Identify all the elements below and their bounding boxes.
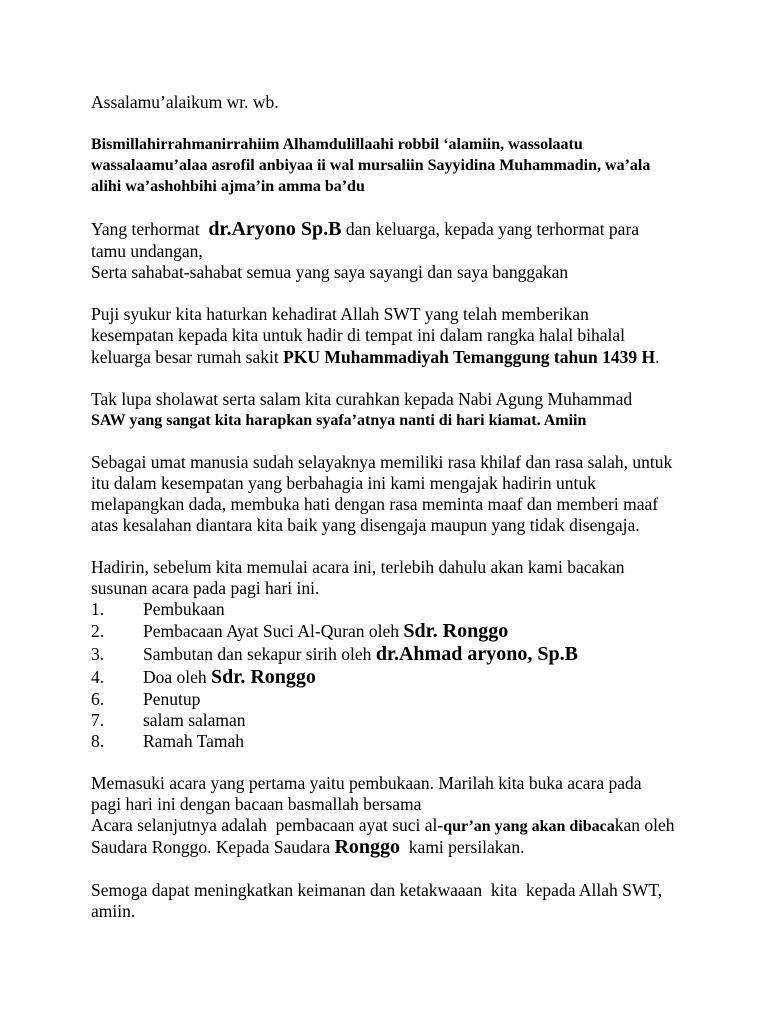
closing-line-2: amiin. xyxy=(91,901,136,921)
opening-act-line-1: Memasuki acara yang pertama yaitu pembukaan. Marilah kita buka acara pada xyxy=(91,773,642,793)
agenda-item xyxy=(91,710,768,731)
gratitude-paragraph xyxy=(91,304,768,368)
agenda-item-text xyxy=(143,643,578,666)
agenda-item-text xyxy=(143,666,316,689)
apology-line-4: atas kesalahan diantara kita baik yang disengaja maupun yang tidak disengaja. xyxy=(91,515,640,535)
agenda-item-number: 2. xyxy=(91,621,105,641)
closing-paragraph xyxy=(91,880,768,922)
agenda-item-person: dr.Ahmad aryono, Sp.B xyxy=(375,643,578,665)
greeting-text: Assalamu’alaikum wr. wb. xyxy=(91,92,279,112)
agenda-item xyxy=(91,599,768,620)
invitee-name: Ronggo xyxy=(334,836,401,858)
salutation-prefix: Yang terhormat xyxy=(91,219,209,239)
opening-act-line-2: pagi hari ini dengan bacaan basmallah bersama xyxy=(91,794,422,814)
agenda-item-text: Ramah Tamah xyxy=(143,731,244,751)
agenda-item-text: Pembukaan xyxy=(143,599,225,619)
opening-act-suffix: kan oleh xyxy=(614,815,675,835)
opening-prayer-paragraph xyxy=(91,134,768,197)
gratitude-line-3 xyxy=(91,346,768,368)
agenda-item-number: 1. xyxy=(91,599,105,619)
host-name: dr.Aryono Sp.B xyxy=(208,218,342,240)
agenda-item-number: 3. xyxy=(91,644,105,664)
agenda-item xyxy=(91,731,768,752)
salutation-line-2: tamu undangan, xyxy=(91,241,203,261)
opening-prayer-line-3: alihi wa’ashohbihi ajma’in amma ba’du xyxy=(91,178,365,195)
invitation-suffix: kami persilakan. xyxy=(400,837,525,857)
gratitude-prefix: keluarga besar rumah sakit xyxy=(91,347,284,367)
opening-act-paragraph xyxy=(91,773,768,859)
agenda-item-number: 8. xyxy=(91,731,105,751)
agenda-item-activity: Sambutan dan sekapur sirih oleh xyxy=(143,644,376,664)
agenda-paragraph xyxy=(91,557,768,752)
salutation-line-1 xyxy=(91,218,768,241)
opening-prayer-line-2: wassalaamu’alaa asrofil anbiyaa ii wal mursaliin Sayyidina Muhammadin, wa’ala xyxy=(91,157,651,174)
agenda-item xyxy=(91,620,768,643)
apology-paragraph xyxy=(91,452,768,536)
agenda-item-activity: Pembacaan Ayat Suci Al-Quran oleh xyxy=(143,621,404,641)
agenda-item-number: 7. xyxy=(91,710,105,730)
agenda-item-person: Sdr. Ronggo xyxy=(403,620,509,642)
agenda-item xyxy=(91,643,768,666)
apology-line-2: itu dalam kesempatan yang berbahagia ini kami mengajak hadirin untuk xyxy=(91,473,596,493)
sholawat-line-1: Tak lupa sholawat serta salam kita curahkan kepada Nabi Agung Muhammad xyxy=(91,389,633,409)
opening-act-emphasis: qur’an yang akan dibaca xyxy=(443,818,615,835)
institution-name: PKU Muhammadiyah Temanggung tahun 1439 H xyxy=(283,347,656,367)
salutation-suffix: dan keluarga, kepada yang terhormat para xyxy=(341,219,640,239)
salutation-line-3: Serta sahabat-sahabat semua yang saya sayangi dan saya banggakan xyxy=(91,262,569,282)
agenda-item-text: Penutup xyxy=(143,689,201,709)
agenda-item-number: 4. xyxy=(91,667,105,687)
opening-act-prefix: Acara selanjutnya adalah pembacaan ayat suci al- xyxy=(91,815,444,835)
greeting-paragraph xyxy=(91,92,768,113)
apology-line-3: melapangkan dada, membuka hati dengan rasa meminta maaf dan memberi maaf xyxy=(91,494,659,514)
salutation-paragraph xyxy=(91,218,768,283)
sholawat-paragraph xyxy=(91,389,768,431)
agenda-item-text xyxy=(143,620,508,643)
agenda-item-text: salam salaman xyxy=(143,710,246,730)
agenda-item xyxy=(91,666,768,689)
opening-prayer-line-1: Bismillahirrahmanirrahiim Alhamdulillaahi robbil ‘alamiin, wassolaatu xyxy=(91,136,583,153)
gratitude-line-1: Puji syukur kita haturkan kehadirat Allah SWT yang telah memberikan xyxy=(91,304,589,324)
opening-act-line-4 xyxy=(91,836,768,859)
agenda-intro-line-2: susunan acara pada pagi hari ini. xyxy=(91,578,320,598)
sholawat-line-2: SAW yang sangat kita harapkan syafa’atnya nanti di hari kiamat. Amiin xyxy=(91,412,587,429)
agenda-item xyxy=(91,689,768,710)
gratitude-suffix: . xyxy=(655,347,660,367)
gratitude-line-2: kesempatan kepada kita untuk hadir di tempat ini dalam rangka halal bihalal xyxy=(91,325,626,345)
invitation-prefix: Saudara Ronggo. Kepada Saudara xyxy=(91,837,335,857)
agenda-intro-line-1: Hadirin, sebelum kita memulai acara ini, terlebih dahulu akan kami bacakan xyxy=(91,557,625,577)
opening-act-line-3 xyxy=(91,815,768,836)
agenda-item-number: 6. xyxy=(91,689,105,709)
agenda-item-person: Sdr. Ronggo xyxy=(211,666,316,688)
agenda-item-activity: Doa oleh xyxy=(143,667,212,687)
closing-line-1: Semoga dapat meningkatkan keimanan dan ketakwaaan kita kepada Allah SWT, xyxy=(91,880,663,900)
apology-line-1: Sebagai umat manusia sudah selayaknya memiliki rasa khilaf dan rasa salah, untuk xyxy=(91,452,673,472)
